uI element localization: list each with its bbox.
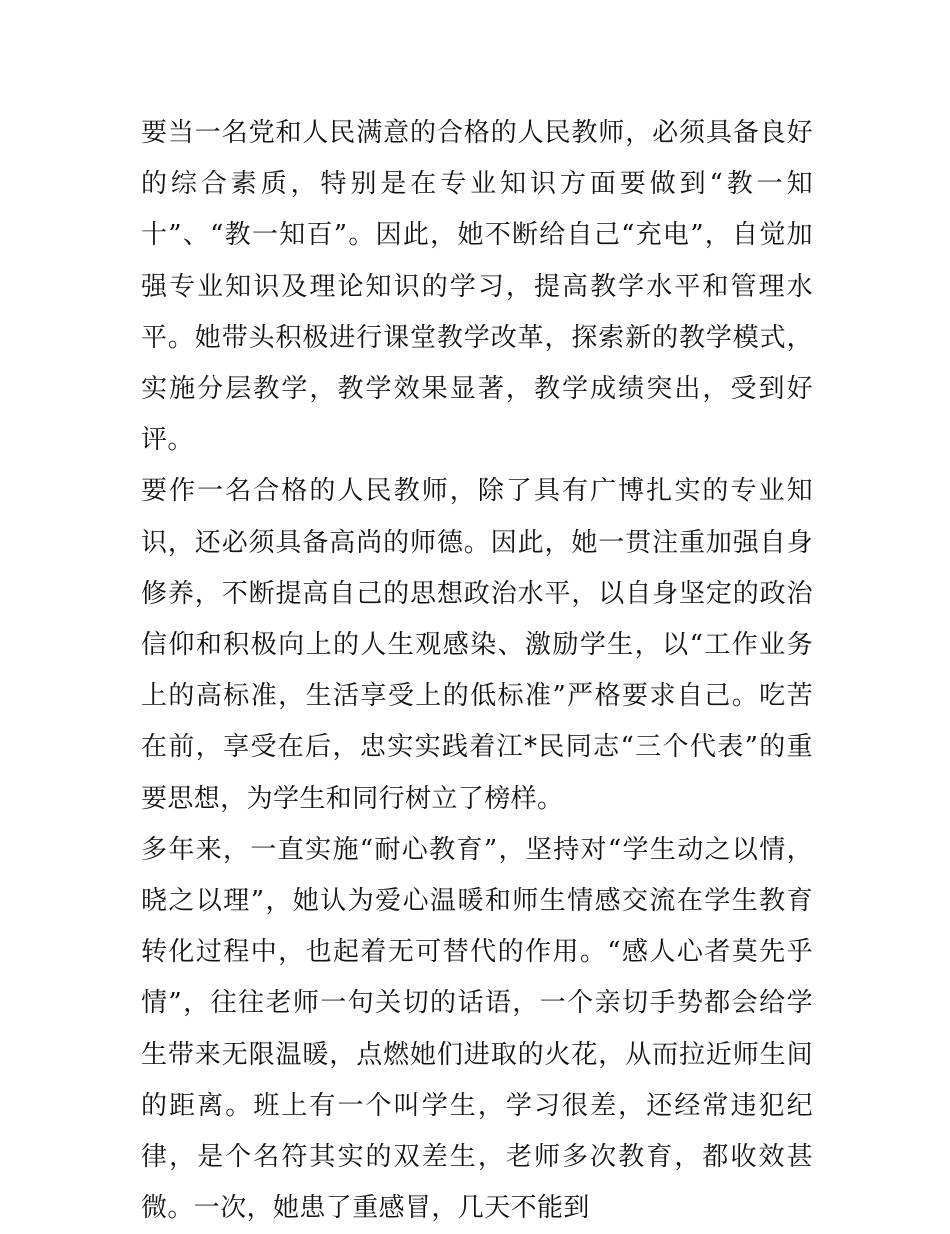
paragraph-2: 要作一名合格的人民教师，除了具有广博扎实的专业知识，还必须具备高尚的师德。因此，她一贯注重加强自身修养，不断提高自己的思想政治水平，以自身坚定的政治信仰和积极向上的人生观感染、激励学生，以“工作业务上的高标准，生活享受上的低标准”严格要求自己。吃苦在前，享受在后，忠实实践着江*民同志“三个代表”的重要思想，为学生和同行树立了榜样。 — [141, 476, 813, 814]
document-body — [141, 108, 813, 1234]
paragraph-3: 多年来，一直实施“耐心教育”，坚持对“学生动之以情，晓之以理”，她认为爱心温暖和师生情感交流在学生教育转化过程中，也起着无可替代的作用。“感人心者莫先乎情”，往往老师一句关切的话语，一个亲切手势都会给学生带来无限温暖，点燃她们进取的火花，从而拉近师生间的距离。班上有一个叫学生，学习很差，还经常违犯纪律，是个名符其实的双差生，老师多次教育，都收效甚微。一次，她患了重感冒，几天不能到 — [141, 834, 813, 1224]
paragraph-1: 要当一名党和人民满意的合格的人民教师，必须具备良好的综合素质，特别是在专业知识方面要做到“教一知十”、“教一知百”。因此，她不断给自己“充电”，自觉加强专业知识及理论知识的学习，提高教学水平和管理水平。她带头积极进行课堂教学改革，探索新的教学模式，实施分层教学，教学效果显著，教学成绩突出，受到好评。 — [141, 118, 813, 456]
